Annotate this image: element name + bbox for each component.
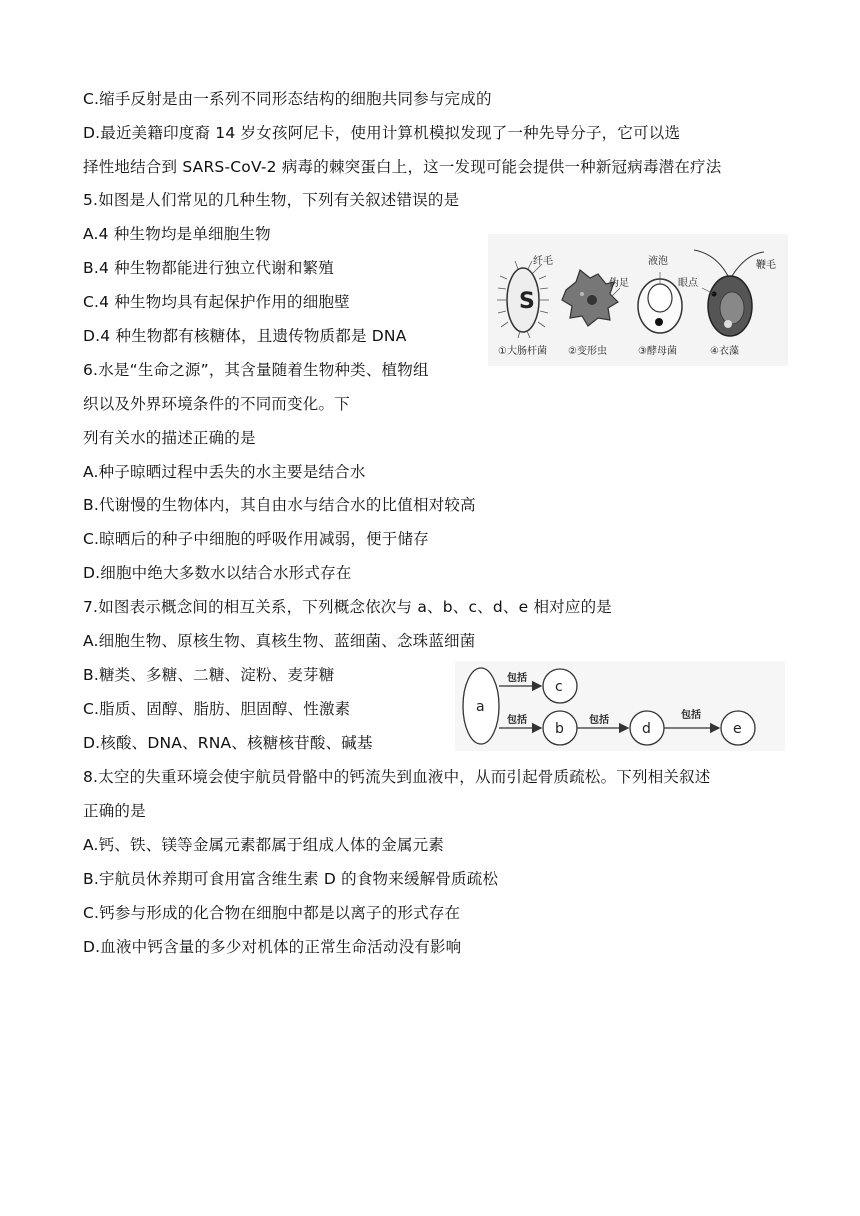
- question-8-stem-2: 正确的是: [83, 802, 146, 820]
- q5-option-b: B.4 种生物都能进行独立代谢和繁殖: [83, 259, 334, 277]
- question-5-stem: 5.如图是人们常见的几种生物，下列有关叙述错误的是: [83, 191, 460, 209]
- q8-option-b: B.宇航员休养期可食用富含维生素 D 的食物来缓解骨质疏松: [83, 870, 499, 888]
- q6-option-c: C.晾晒后的种子中细胞的呼吸作用减弱，便于储存: [83, 530, 429, 548]
- caption-yeast: ③酵母菌: [638, 346, 677, 357]
- q7-option-b: B.糖类、多糖、二糖、淀粉、麦芽糖: [83, 666, 335, 684]
- q5-option-d: D.4 种生物都有核糖体，且遗传物质都是 DNA: [83, 327, 407, 345]
- ecoli-mark: S: [519, 289, 535, 314]
- caption-ecoli: ①大肠杆菌: [498, 346, 547, 357]
- question-6-stem-3: 列有关水的描述正确的是: [83, 429, 256, 447]
- organisms-figure: [488, 234, 788, 366]
- q7-option-d: D.核酸、DNA、RNA、核糖核苷酸、碱基: [83, 734, 373, 752]
- edge-label-d-e: 包括: [681, 710, 701, 721]
- edge-label-a-c: 包括: [507, 673, 527, 684]
- q8-option-a: A.钙、铁、镁等金属元素都属于组成人体的金属元素: [83, 836, 445, 854]
- q7-option-a: A.细胞生物、原核生物、真核生物、蓝细菌、念珠蓝细菌: [83, 632, 476, 650]
- question-8-stem-1: 8.太空的失重环境会使宇航员骨骼中的钙流失到血液中，从而引起骨质疏松。下列相关叙述: [83, 768, 711, 786]
- q8-option-c: C.钙参与形成的化合物在细胞中都是以离子的形式存在: [83, 904, 461, 922]
- q6-option-b: B.代谢慢的生物体内，其自由水与结合水的比值相对较高: [83, 496, 476, 514]
- q7-option-c: C.脂质、固醇、脂肪、胆固醇、性激素: [83, 700, 351, 718]
- text-line-3: 择性地结合到 SARS-CoV-2 病毒的棘突蛋白上，这一发现可能会提供一种新冠病毒潜在疗法: [83, 158, 722, 176]
- concept-diagram: [455, 661, 785, 751]
- node-b-label: b: [555, 721, 564, 737]
- caption-amoeba: ②变形虫: [568, 346, 607, 357]
- q8-option-d: D.血液中钙含量的多少对机体的正常生命活动没有影响: [83, 938, 462, 956]
- label-eyespot: 眼点: [678, 278, 698, 289]
- label-cilia: 纤毛: [533, 256, 553, 267]
- edge-label-b-d: 包括: [589, 715, 609, 726]
- text-line-2: D.最近美籍印度裔 14 岁女孩阿尼卡，使用计算机模拟发现了一种先导分子，它可以选: [83, 124, 681, 142]
- node-d-label: d: [642, 721, 651, 737]
- node-a-label: a: [476, 699, 485, 715]
- caption-chlamydomonas: ④衣藻: [710, 346, 739, 357]
- question-7-stem: 7.如图表示概念间的相互关系，下列概念依次与 a、b、c、d、e 相对应的是: [83, 598, 612, 616]
- label-flagellum: 鞭毛: [756, 260, 776, 271]
- text-line-1: C.缩手反射是由一系列不同形态结构的细胞共同参与完成的: [83, 90, 492, 108]
- node-c-label: c: [555, 679, 563, 695]
- q6-option-d: D.细胞中绝大多数水以结合水形式存在: [83, 564, 352, 582]
- question-6-stem-2: 织以及外界环境条件的不同而变化。下: [83, 395, 350, 413]
- label-pseudopod: 伪足: [609, 278, 629, 289]
- q5-option-c: C.4 种生物均具有起保护作用的细胞壁: [83, 293, 350, 311]
- node-e-label: e: [733, 721, 742, 737]
- q5-option-a: A.4 种生物均是单细胞生物: [83, 225, 271, 243]
- edge-label-a-b: 包括: [507, 715, 527, 726]
- label-vacuole: 液泡: [648, 256, 668, 267]
- q6-option-a: A.种子晾晒过程中丢失的水主要是结合水: [83, 463, 366, 481]
- question-6-stem-1: 6.水是“生命之源”，其含量随着生物种类、植物组: [83, 361, 429, 379]
